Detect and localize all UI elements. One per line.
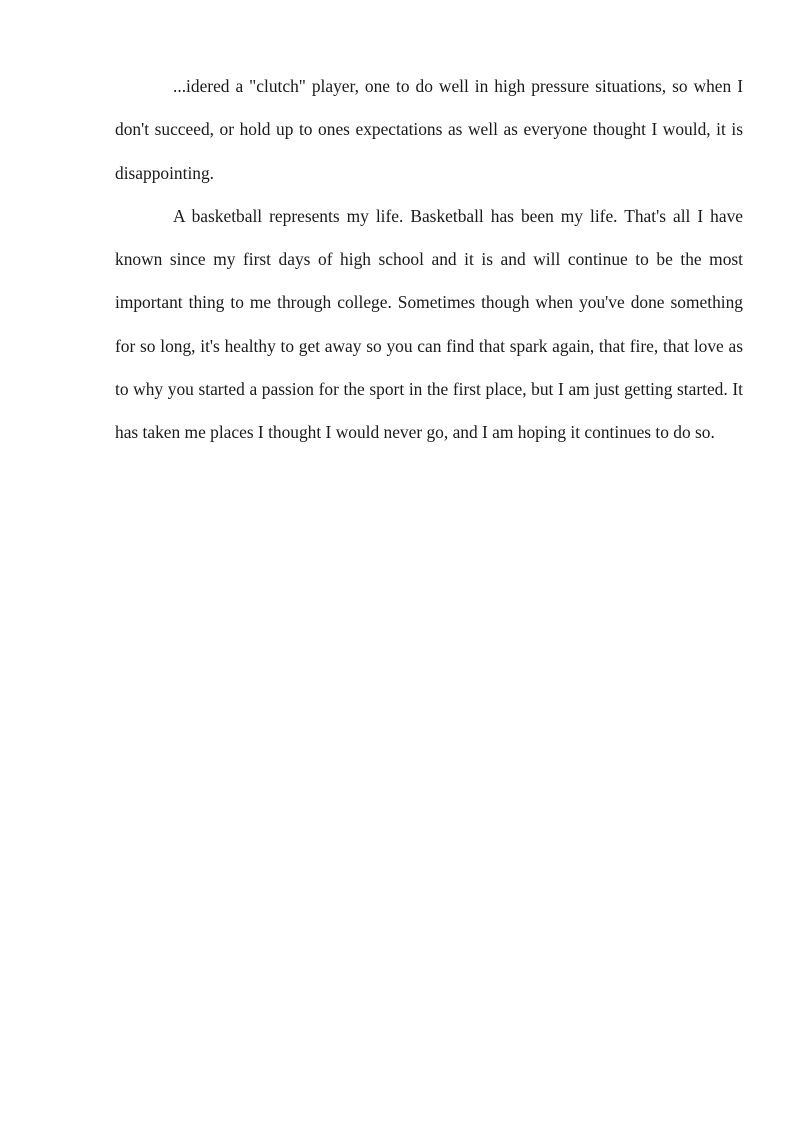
paragraph-2: A basketball represents my life. Basketball has been my life. That's all I have known since my first days of high school and it is and will continue to be the most important thing to me through college. Sometimes though when you've done something for so long, it's healthy to get away so you can find that spark again, that fire, that love as to why you started a passion for the sport in the first place, but I am just getting started. It has taken me places I thought I would never go, and I am hoping it continues to do so. [115, 205, 743, 443]
paragraph-1: ...idered a "clutch" player, one to do well in high pressure situations, so when I don't succeed, or hold up to ones expectations as well as everyone thought I would, it is disappointing. [115, 76, 743, 183]
document-body [115, 65, 743, 455]
